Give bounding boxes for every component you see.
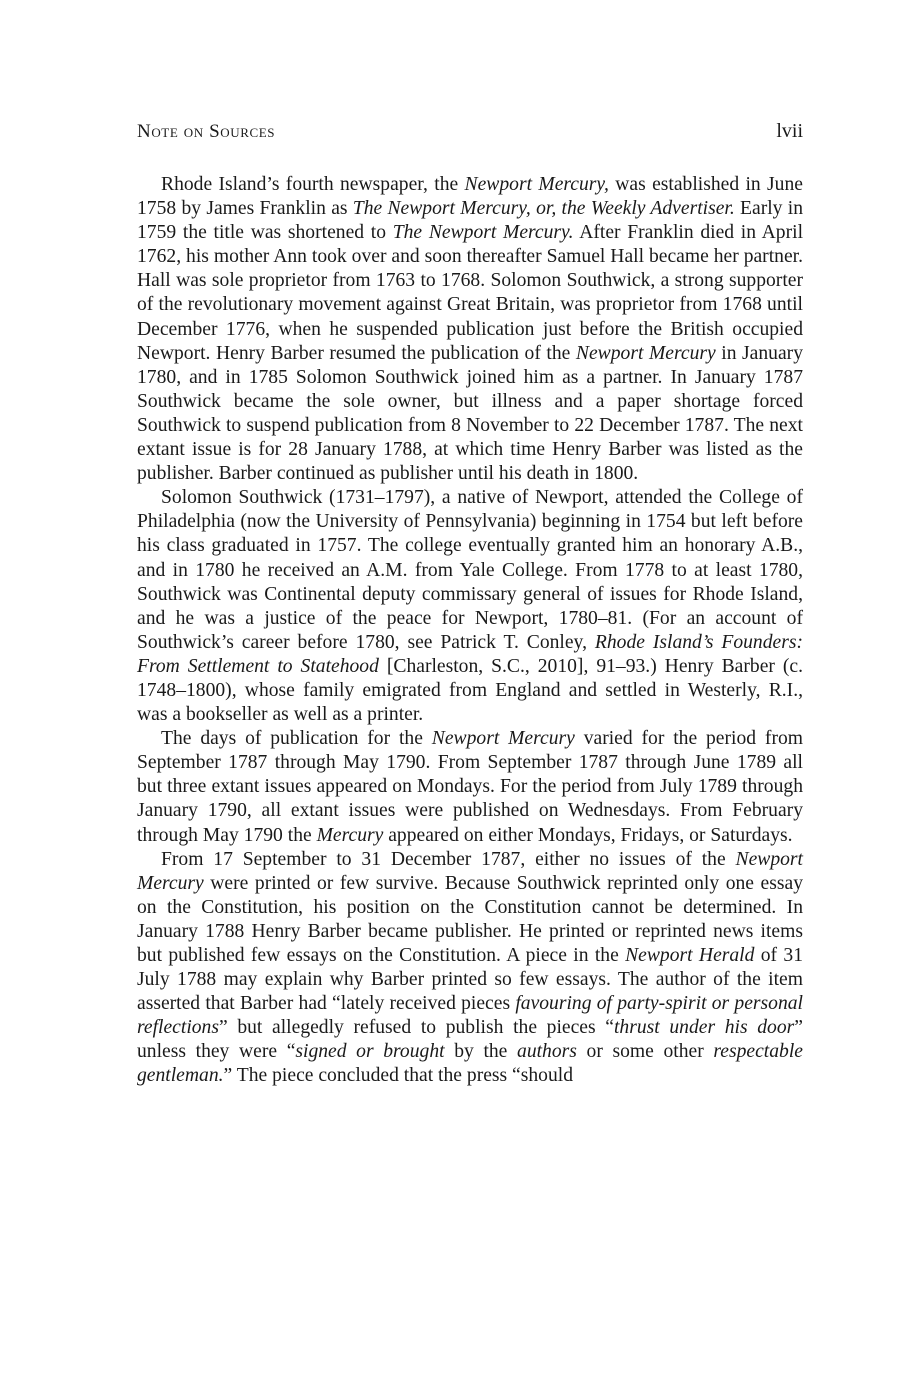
italic-text-run: Mercury xyxy=(316,824,384,846)
text-run: ” but allegedly refused to publish the pieces “ xyxy=(218,1017,614,1039)
paragraph xyxy=(137,173,803,486)
paragraph xyxy=(137,486,803,727)
text-run: appeared on either Mondays, Fridays, or Saturdays. xyxy=(383,824,793,846)
italic-text-run: Rhode Island’s Founders: From Settlement to Statehood xyxy=(137,631,803,677)
text-run: was established in June 1758 by James Franklin as xyxy=(137,174,803,220)
text-run: were printed or few survive. Because Southwick reprinted only one essay on the Constitution, his position on the Constitution cannot be determined. In January 1788 Henry Barber became publisher. He printed or reprinted news items but published few essays on the Constitution. A piece in the xyxy=(137,872,803,966)
text-run: [Charleston, S.C., 2010], 91–93.) Henry Barber (c. 1748–1800), whose family emigrated from England and settled in Westerly, R.I., was a bookseller as well as a printer. xyxy=(137,655,803,726)
page-number: lvii xyxy=(776,120,803,142)
italic-text-run: signed or brought xyxy=(295,1041,445,1063)
text-run: Early in 1759 the title was shortened to xyxy=(137,198,804,244)
text-run: ” The piece concluded that the press “should xyxy=(223,1065,574,1087)
italic-text-run: The Newport Mercury, or, the Weekly Advertiser. xyxy=(352,198,735,220)
text-run: Solomon Southwick (1731–1797), a native of Newport, attended the College of Philadelphia (now the University of Pennsylvania) beginning in 1754 but left before his class graduated in 1757. The college eventually granted him an honorary A.B., and in 1780 he received an A.M. from Yale College. From 1778 to at least 1780, Southwick was Continental deputy commissary general of issues for Rhode Island, and he was a justice of the peace for Newport, 1780–81. (For an account of Southwick’s career before 1780, see Patrick T. Conley, xyxy=(137,487,803,653)
book-page xyxy=(137,120,803,1089)
paragraph xyxy=(137,727,803,847)
running-head-title: Note on Sources xyxy=(137,121,276,142)
text-run: in January 1780, and in 1785 Solomon Southwick joined him as a partner. In January 1787 Southwick became the sole owner, but illness and a paper shortage forced Southwick to suspend publication from 8 November to 22 December 1787. The next extant issue is for 28 January 1788, at which time Henry Barber was listed as the publisher. Barber continued as publisher until his death in 1800. xyxy=(137,342,803,485)
text-run: Rhode Island’s fourth newspaper, the xyxy=(161,174,465,195)
text-run: ” unless they were “ xyxy=(137,1017,803,1063)
italic-text-run: Newport Mercury xyxy=(431,728,575,750)
text-run: by the xyxy=(444,1041,518,1063)
text-run: The days of publication for the xyxy=(161,728,432,750)
italic-text-run: favouring of party-spirit or personal reflections xyxy=(137,993,803,1039)
text-run: of 31 July 1788 may explain why Barber printed so few essays. The author of the item asserted that Barber had “lately received pieces xyxy=(137,945,804,1015)
text-run: or some other xyxy=(576,1041,714,1063)
italic-text-run: thrust under his door xyxy=(613,1017,795,1039)
paragraph xyxy=(137,848,803,1089)
italic-text-run: The Newport Mercury. xyxy=(392,222,574,244)
running-head xyxy=(137,120,803,150)
text-run: After Franklin died in April 1762, his mother Ann took over and soon thereafter Samuel Hall became her partner. Hall was sole proprietor from 1763 to 1768. Solomon Southwick, a strong supporter of the revolutionary movement against Great Britain, was proprietor from 1768 until December 1776, when he suspended publication just before the British occupied Newport. Henry Barber resumed the publication of the xyxy=(137,222,804,364)
text-run: varied for the period from September 1787 through May 1790. From September 1787 through June 1789 all but three extant issues appeared on Mondays. For the period from July 1789 through January 1790, all extant issues were published on Wednesdays. From February through May 1790 the xyxy=(137,728,804,846)
italic-text-run: Newport Mercury, xyxy=(464,174,609,195)
italic-text-run: Newport Mercury xyxy=(137,848,803,894)
italic-text-run: authors xyxy=(517,1041,577,1063)
text-run: From 17 September to 31 December 1787, either no issues of the xyxy=(161,848,736,870)
italic-text-run: Newport Herald xyxy=(625,945,755,966)
italic-text-run: respectable gentleman. xyxy=(137,1041,803,1087)
body-text xyxy=(137,173,803,1089)
italic-text-run: Newport Mercury xyxy=(575,342,716,364)
